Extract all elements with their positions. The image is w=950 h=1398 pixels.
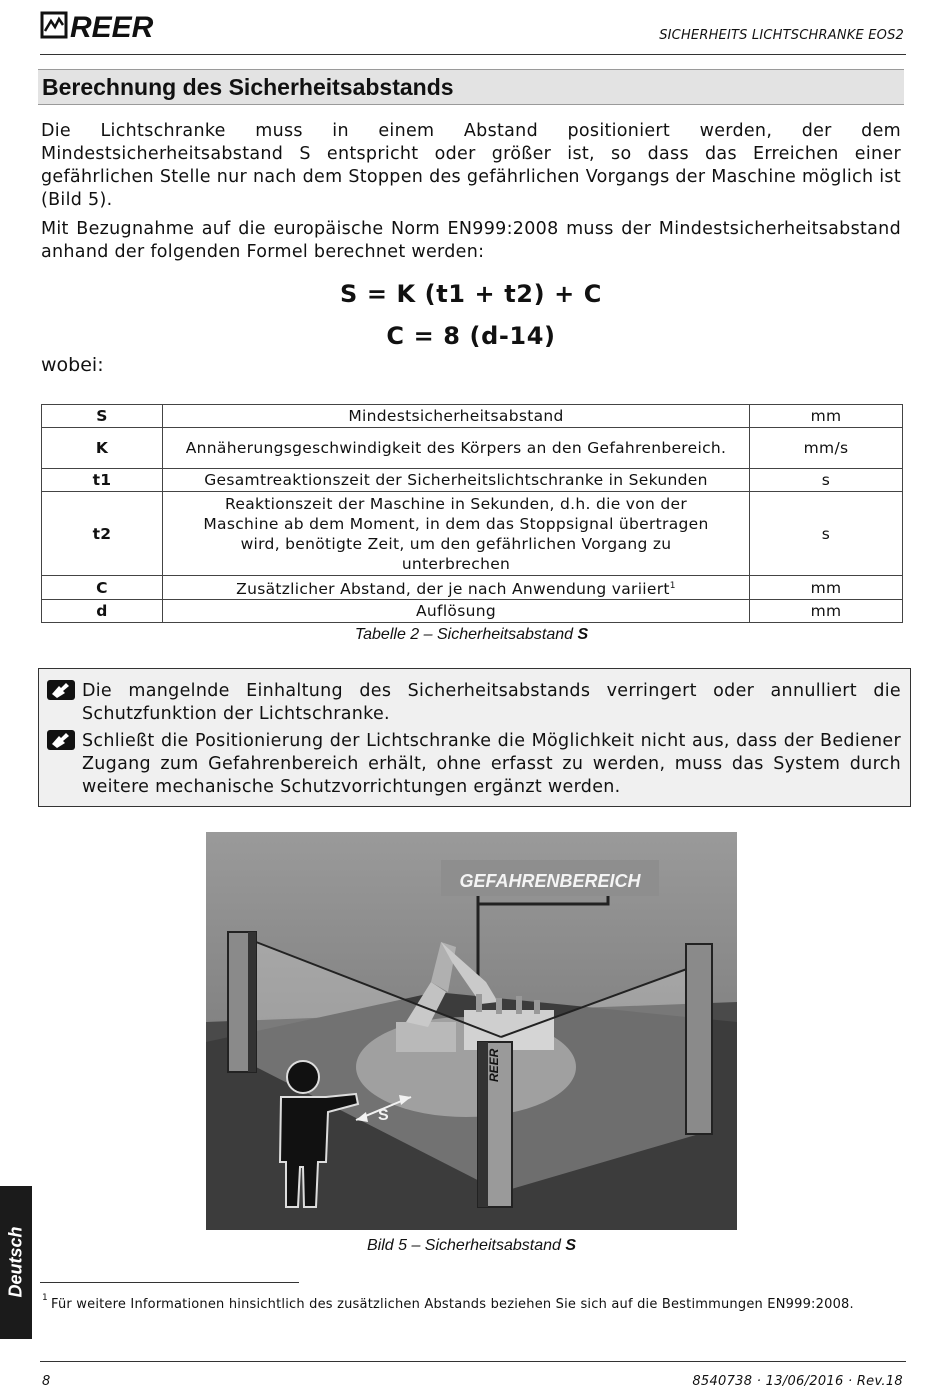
symbol-cell: K [42, 428, 163, 469]
footnote-text: Für weitere Informationen hinsichtlich des zusätzlichen Abstands beziehen Sie sich auf die Bestimmungen EN999:2008. [51, 1297, 854, 1312]
warning-text-1: Die mangelnde Einhaltung des Sicherheitsabstands verringert oder annulliert die Schutzfunktion der Lichtschranke. [82, 681, 901, 724]
figure-caption [0, 1237, 943, 1255]
danger-zone-label: GEFAHRENBEREICH [459, 871, 641, 891]
table-row [42, 600, 903, 623]
figure-caption-symbol: S [565, 1237, 576, 1254]
description-cell [163, 576, 750, 600]
description-cell: Annäherungsgeschwindigkeit des Körpers an den Gefahrenbereich. [163, 428, 750, 469]
description-cell: Reaktionszeit der Maschine in Sekunden, d.h. die von der Maschine ab dem Moment, in dem das Stoppsignal übertragen wird, benötigte Zeit, um den gefährlichen Vorgang zu unterbrechen [163, 492, 750, 576]
column-brand-label: REER [487, 1048, 501, 1082]
unit-cell: mm [750, 600, 903, 623]
figure-caption-text: Bild 5 – Sicherheitsabstand [366, 1237, 566, 1254]
document-reference: 8540738 · 13/06/2016 · Rev.18 [692, 1374, 903, 1389]
header-rule [40, 54, 906, 55]
section-title: Berechnung des Sicherheitsabstands [42, 74, 454, 100]
unit-cell: mm [750, 576, 903, 600]
formula-safety-distance: S = K (t1 + t2) + C [340, 280, 602, 308]
footnote-ref: 1 [669, 581, 676, 591]
logo-text: REER [70, 11, 154, 44]
hand-pointer-icon [46, 729, 76, 751]
footer-rule [40, 1361, 906, 1362]
hand-pointer-icon [46, 679, 76, 701]
safety-distance-illustration [206, 832, 737, 1230]
table-caption-symbol: S [577, 626, 589, 643]
intro-paragraph: Die Lichtschranke muss in einem Abstand positioniert werden, der dem Mindestsicherheitsabstand S entspricht oder größer ist, so dass das Erreichen einer gefährlichen Stelle nur nach dem Stoppen des gefährlichen Vorgangs der Maschine möglich ist (Bild 5). [41, 121, 901, 210]
page-number: 8 [42, 1374, 51, 1389]
unit-cell: s [750, 492, 903, 576]
norm-paragraph: Mit Bezugnahme auf die europäische Norm EN999:2008 muss der Mindestsicherheitsabstand anhand der folgenden Formel berechnet werden: [41, 219, 901, 262]
reer-logo [40, 8, 172, 44]
definitions-table [41, 404, 903, 623]
symbol-cell: t2 [42, 492, 163, 576]
header-title: SICHERHEITS LICHTSCHRANKE EOS2 [659, 28, 904, 43]
warning-text-2: Schließt die Positionierung der Lichtschranke die Möglichkeit nicht aus, dass der Bediener Zugang zum Gefahrenbereich erhält, ohne erfasst zu werden, muss das System durch weitere mechanische Schutzvorrichtungen ergänzt werden. [82, 731, 901, 797]
table-row [42, 576, 903, 600]
table-row [42, 492, 903, 576]
unit-cell: s [750, 469, 903, 492]
description-cell: Gesamtreaktionszeit der Sicherheitslichtschranke in Sekunden [163, 469, 750, 492]
footnote-mark: 1 [42, 1293, 48, 1303]
wobei-label: wobei: [41, 354, 104, 376]
symbol-cell: d [42, 600, 163, 623]
symbol-cell: C [42, 576, 163, 600]
distance-label: S [378, 1107, 389, 1124]
symbol-cell: t1 [42, 469, 163, 492]
table-row [42, 428, 903, 469]
description-cell: Mindestsicherheitsabstand [163, 405, 750, 428]
table-caption-text: Tabelle 2 – Sicherheitsabstand [354, 626, 578, 643]
table-row [42, 405, 903, 428]
description-text: Zusätzlicher Abstand, der je nach Anwendung variiert [236, 580, 670, 599]
footnote-rule [40, 1282, 299, 1283]
table-row [42, 469, 903, 492]
language-tab-label: Deutsch [5, 1226, 26, 1298]
symbol-cell: S [42, 405, 163, 428]
description-cell: Auflösung [163, 600, 750, 623]
table-caption [0, 626, 943, 644]
unit-cell: mm/s [750, 428, 903, 469]
unit-cell: mm [750, 405, 903, 428]
formula-additional-distance: C = 8 (d-14) [386, 322, 556, 350]
